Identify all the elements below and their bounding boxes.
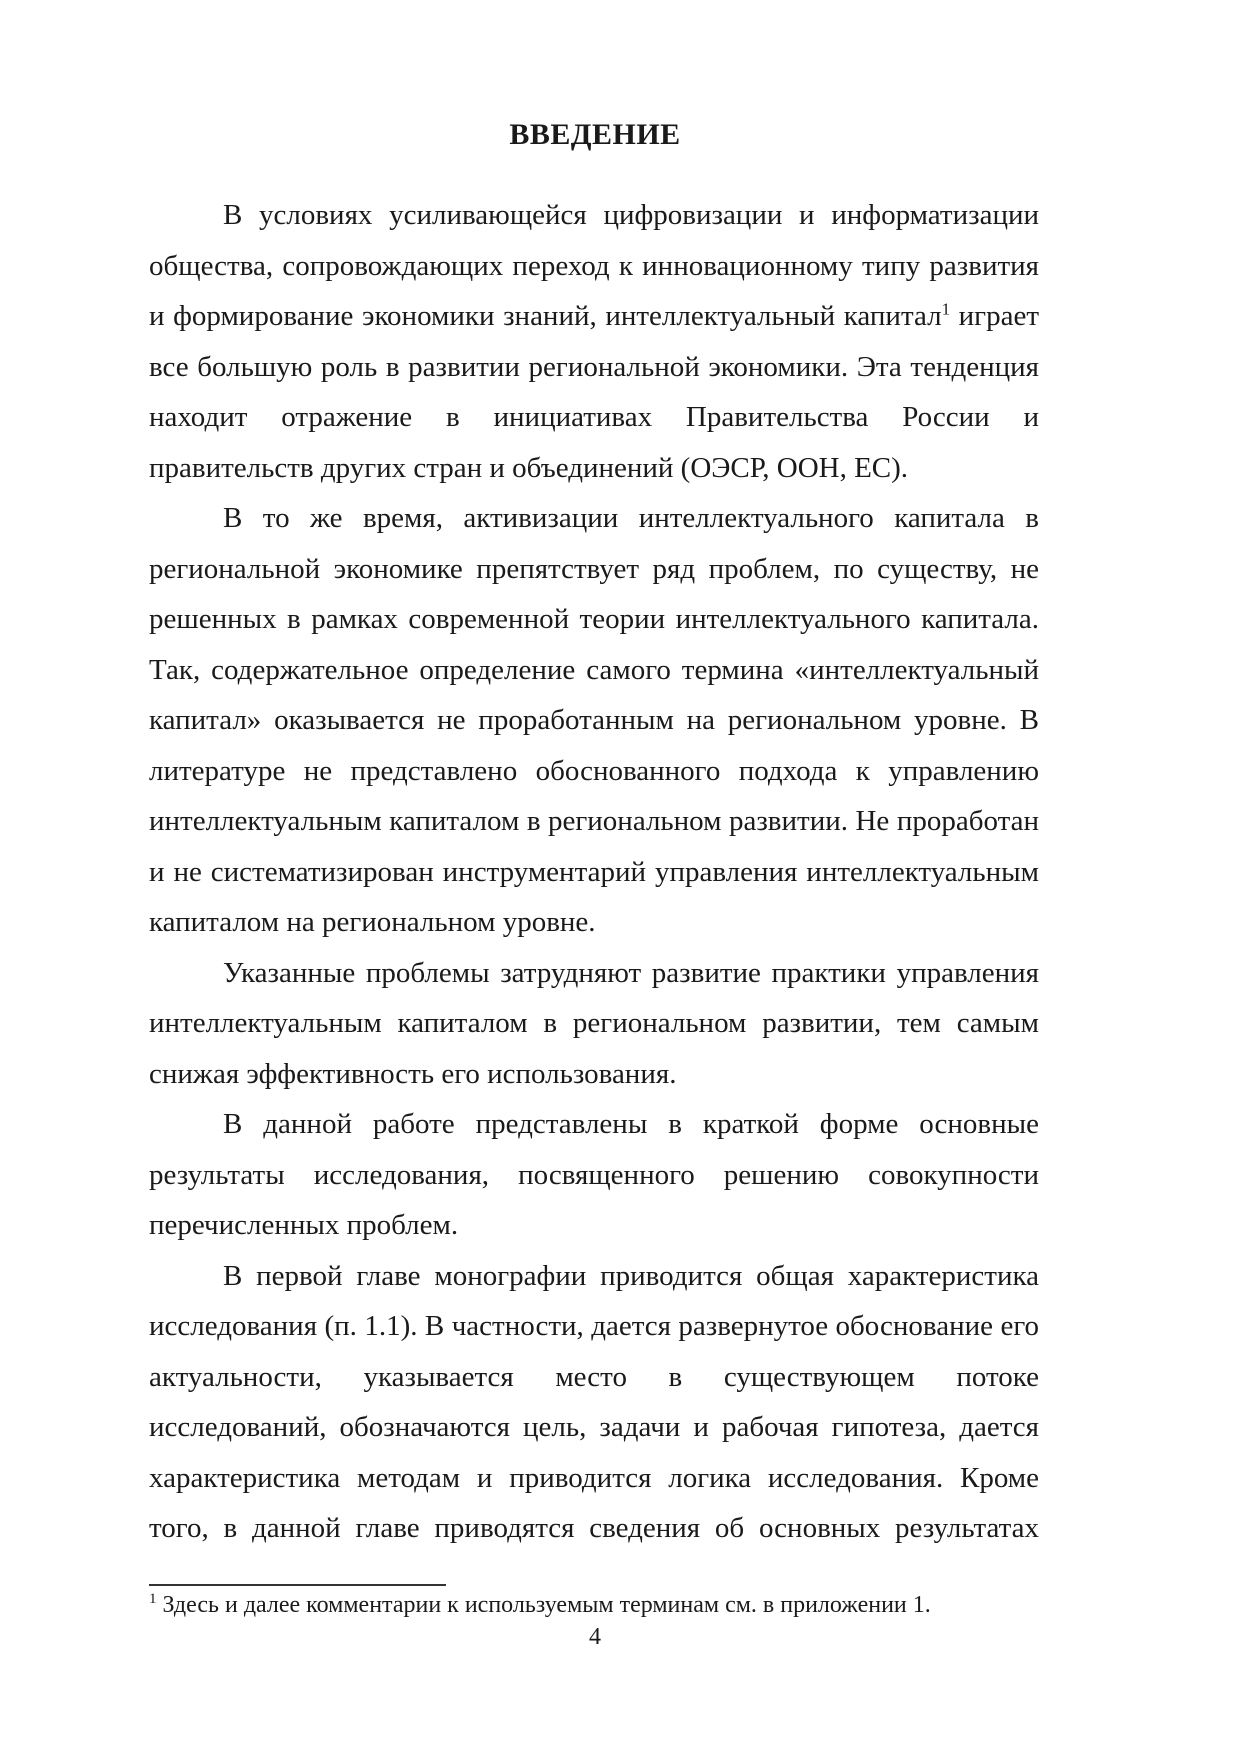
text-line: исследований, обозначаются цель, задачи и рабочая гипотеза, дается — [149, 1411, 1039, 1443]
text-line: В то же время, активизации интеллектуального капитала в — [223, 502, 1039, 534]
text-line: актуальности, указывается место в существующем потоке — [149, 1360, 1039, 1393]
paragraph-2 — [149, 493, 1039, 948]
text-line: В первой главе монографии приводится общая характеристика — [223, 1259, 1039, 1292]
text-line: капиталом на региональном уровне. — [149, 906, 596, 938]
page-title: ВВЕДЕНИЕ — [509, 118, 681, 151]
text-line: перечисленных проблем. — [149, 1209, 459, 1241]
footnote-marker: 1 — [149, 1591, 157, 1607]
text-line: результаты исследования, посвященного решению совокупности — [149, 1158, 1039, 1191]
text-line: Указанные проблемы затрудняют развитие практики управления — [223, 956, 1039, 989]
text-line: литературе не представлено обоснованного подхода к управлению — [149, 754, 1039, 787]
text-line: правительств других стран и объединений (ОЭСР, ООН, ЕС). — [149, 451, 909, 484]
footnote-text: Здесь и далее комментарии к используемым терминам см. в приложении 1. — [156, 1592, 931, 1618]
text-line: решенных в рамках современной теории интеллектуального капитала. — [149, 603, 1039, 635]
text-line: исследования (п. 1.1). В частности, дается развернутое обоснование его — [149, 1310, 1039, 1342]
text-line: региональной экономике препятствует ряд проблем, по существу, не — [149, 552, 1039, 585]
text-line: интеллектуальным капиталом в региональном развитии, тем самым — [149, 1007, 1039, 1039]
text-line: находит отражение в инициативах Правительства России и — [149, 401, 1039, 433]
text-line: снижая эффективность его использования. — [149, 1057, 677, 1090]
text-line: характеристика методам и приводится логика исследования. Кроме — [149, 1461, 1039, 1494]
footnote — [149, 1590, 931, 1620]
text-line: все большую роль в развитии региональной экономики. Эта тенденция — [149, 350, 1039, 383]
text-segment: играет — [950, 300, 1039, 332]
text-line: того, в данной главе приводятся сведения об основных результатах — [149, 1512, 1039, 1544]
footnote-reference: 1 — [941, 299, 951, 319]
text-segment: и формирование экономики знаний, интеллектуальный капитал — [149, 300, 942, 332]
text-line: Так, содержательное определение самого термина «интеллектуальный — [149, 653, 1039, 686]
text-line: интеллектуальным капиталом в региональном развитии. Не проработан — [149, 805, 1039, 837]
paragraph-3 — [149, 948, 1039, 1100]
text-line: и не систематизирован инструментарий управления интеллектуальным — [149, 855, 1039, 888]
text-line — [149, 291, 1039, 342]
footnote-divider — [149, 1584, 446, 1586]
body-text — [149, 190, 1039, 1554]
paragraph-1 — [149, 190, 1039, 493]
paragraph-4 — [149, 1099, 1039, 1251]
page-number: 4 — [589, 1624, 601, 1650]
text-line: В данной работе представлены в краткой форме основные — [223, 1108, 1039, 1140]
paragraph-5 — [149, 1251, 1039, 1554]
text-line: общества, сопровождающих переход к инновационному типу развития — [149, 249, 1039, 282]
text-line: В условиях усиливающейся цифровизации и информатизации — [223, 199, 1039, 231]
text-line: капитал» оказывается не проработанным на региональном уровне. В — [149, 704, 1039, 736]
